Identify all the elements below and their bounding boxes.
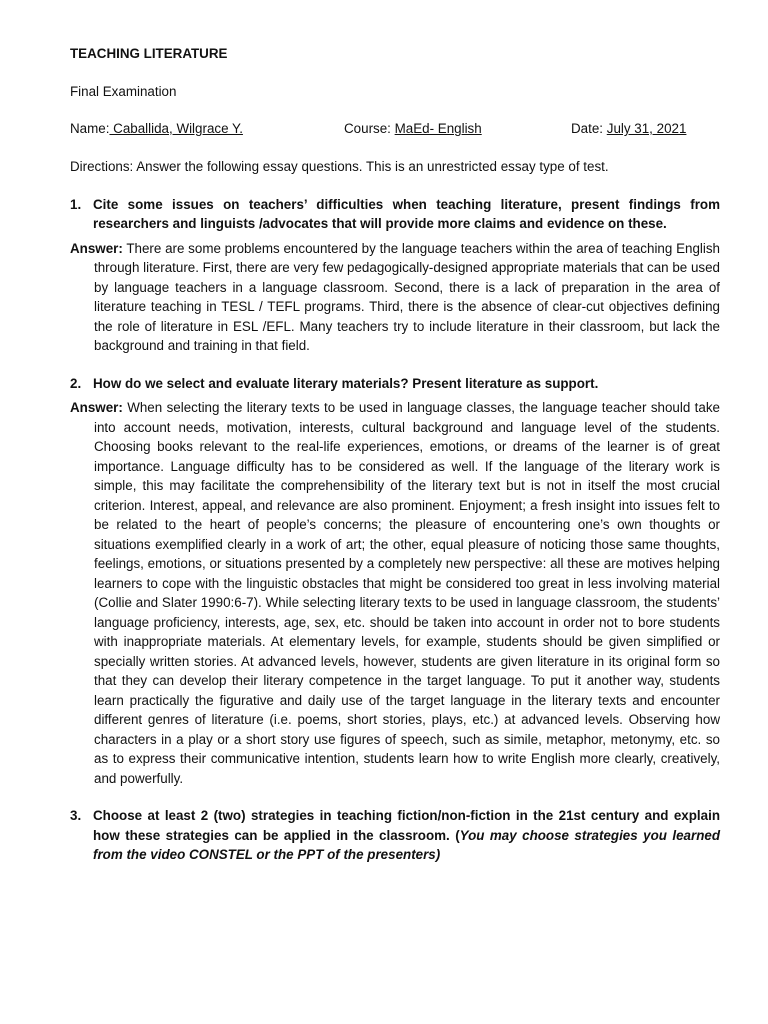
- question-text-main: Choose at least 2 (two) strategies in teaching fiction/non-fiction in the 21st century and explain how these strategies can be applied in the classroom. (: [93, 808, 720, 843]
- answer-text: When selecting the literary texts to be used in language classes, the language teacher should take into account needs, motivation, interests, cultural background and language level of the students. Choosing books relevant to the real-life experiences, emotions, or dreams of the learner is of great importance. Language difficulty has to be considered as well. If the language of the literary work is simple, this may facilitate the comprehensibility of the literary text but is not in itself the most crucial criterion. Interest, appeal, and relevance are also prominent. Enjoyment; a fresh insight into issues felt to be related to the heart of people’s concerns; the pleasure of encountering one’s own thoughts or situations exemplified clearly in a work of art; the other, equal pleasure of noticing those same thoughts, feelings, emotions, or situations presented by a completely new perspective: all these are motives helping learners to cope with the linguistic obstacles that might be considered too great in less involving material (Collie and Slater 1990:6-7). While selecting literary texts to be used in language classroom, the students’ language proficiency, interests, age, sex, etc. should be taken into account in order not to bore students with inappropriate materials. At elementary levels, for example, students should be given simplified or specially written stories. At advanced levels, however, students are given literature in its original form so that they can develop their literary competence in the target language. To put it another way, students learn practically the figurative and daily use of the target language in the literary texts and encounter different genres of literature (i.e. poems, short stories, plays, etc.) at advanced levels. Observing how characters in a play or a short story use figures of speech, such as simile, metaphor, metonymy, etc. so as to express their communicative intention, students learn how to write English more clearly, creatively, and powerfully.: [94, 400, 720, 786]
- question-2: [70, 374, 720, 394]
- document-subtitle: Final Examination: [70, 83, 177, 99]
- question-1: [70, 195, 720, 234]
- question-number: 2.: [70, 375, 82, 391]
- course-value: MaEd- English: [394, 121, 482, 136]
- document-title: TEACHING LITERATURE: [70, 46, 228, 61]
- question-3: [70, 806, 720, 865]
- answer-text: There are some problems encountered by the language teachers within the area of teaching English through literature. First, there are very few pedagogically-designed appropriate materials that can be used by language teachers in a language classroom. Second, there is a lack of preparation in the area of literature teaching in TESL / TEFL programs. Third, there is the absence of clear-cut objectives defining the role of literature in ESL /EFL. Many teachers try to include literature in their classroom, but lack the background and training in that field.: [94, 240, 720, 353]
- date-label: Date:: [571, 121, 604, 136]
- question-number: 1.: [70, 196, 82, 212]
- question-text: How do we select and evaluate literary materials? Present literature as support.: [93, 375, 599, 391]
- question-text-italic: You may choose strategies you learned from the video CONSTEL or the PPT of the presenters): [93, 827, 721, 862]
- name-value: Caballida, Wilgrace Y.: [109, 121, 243, 136]
- date-field: [571, 119, 686, 139]
- answer-2: [70, 398, 720, 788]
- answer-label: Answer:: [70, 240, 123, 256]
- question-text: [93, 806, 720, 865]
- directions: Directions: Answer the following essay questions. This is an unrestricted essay type of test.: [70, 159, 609, 174]
- question-text: Cite some issues on teachers’ difficulties when teaching literature, present findings from researchers and linguists /advocates that will provide more claims and evidence on these.: [93, 196, 720, 231]
- answer-1: [70, 239, 720, 356]
- name-field: [70, 119, 243, 139]
- student-info-row: [70, 119, 720, 139]
- question-number: 3.: [70, 808, 82, 823]
- name-label: Name:: [70, 121, 110, 136]
- date-value: July 31, 2021: [606, 121, 687, 136]
- course-label: Course:: [344, 121, 391, 136]
- course-field: [344, 119, 482, 139]
- answer-label: Answer:: [70, 400, 123, 415]
